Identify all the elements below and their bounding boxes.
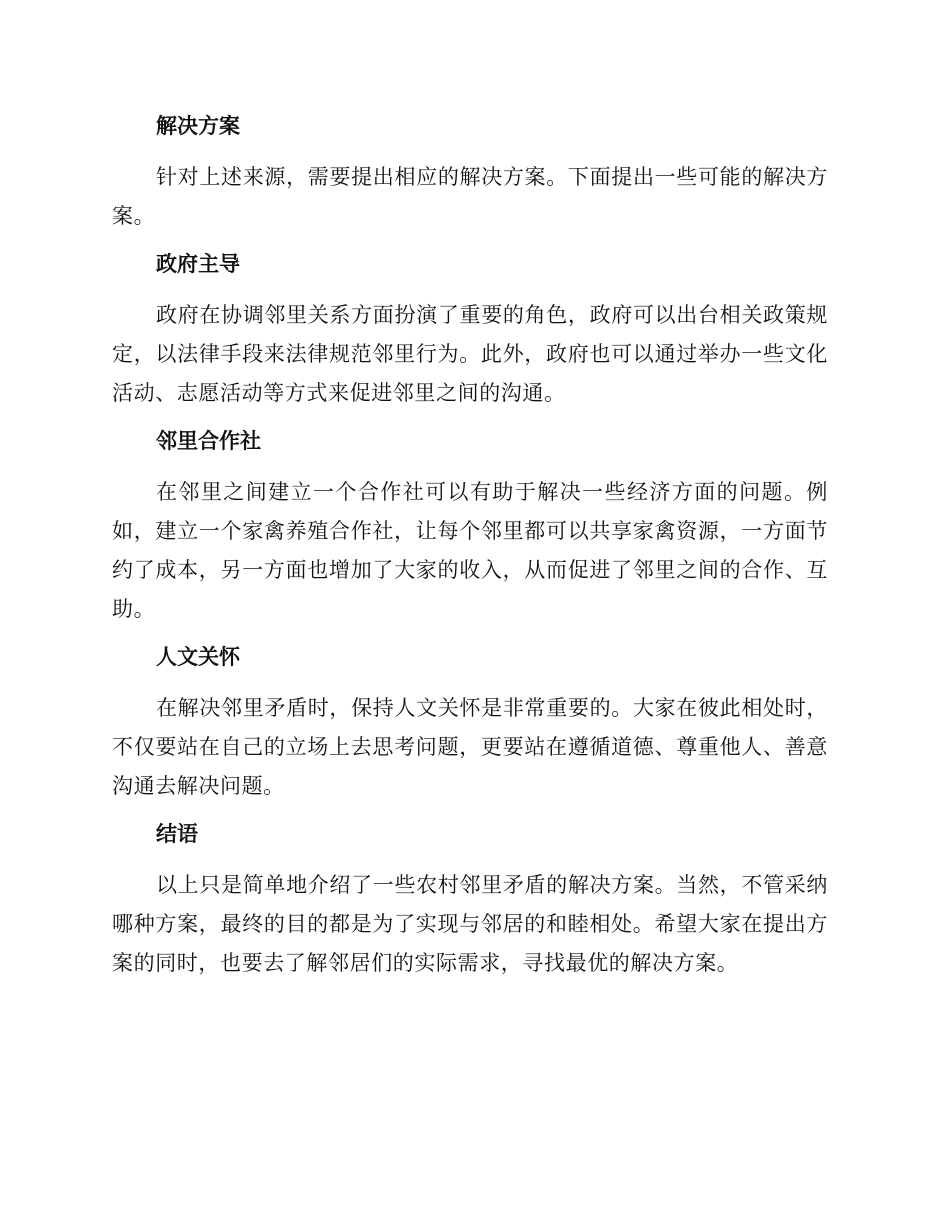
section-paragraph: 针对上述来源，需要提出相应的解决方案。下面提出一些可能的解决方案。: [112, 165, 828, 228]
section-conclusion: [112, 814, 828, 983]
section-heading: 邻里合作社: [156, 429, 261, 453]
section-heading: 解决方案: [156, 114, 240, 138]
section-humanistic-care: [112, 637, 828, 806]
section-paragraph: 在解决邻里矛盾时，保持人文关怀是非常重要的。大家在彼此相处时，不仅要站在自己的立场上去思考问题，更要站在遵循道德、尊重他人、善意沟通去解决问题。: [112, 696, 828, 798]
section-paragraph: 在邻里之间建立一个合作社可以有助于解决一些经济方面的问题。例如，建立一个家禽养殖合作社，让每个邻里都可以共享家禽资源，一方面节约了成本，另一方面也增加了大家的收入，从而促进了邻里之间的合作、互助。: [112, 480, 828, 621]
document-page: [112, 106, 828, 991]
section-paragraph: 政府在协调邻里关系方面扮演了重要的角色，政府可以出台相关政策规定，以法律手段来法律规范邻里行为。此外，政府也可以通过举办一些文化活动、志愿活动等方式来促进邻里之间的沟通。: [112, 303, 828, 405]
section-heading: 结语: [156, 822, 198, 846]
section-heading: 政府主导: [156, 252, 240, 276]
section-neighborhood-cooperative: [112, 421, 828, 629]
section-government-led: [112, 244, 828, 413]
section-paragraph: 以上只是简单地介绍了一些农村邻里矛盾的解决方案。当然，不管采纳哪种方案，最终的目的都是为了实现与邻居的和睦相处。希望大家在提出方案的同时，也要去了解邻居们的实际需求，寻找最优的解决方案。: [112, 873, 828, 975]
section-solutions: [112, 106, 828, 236]
section-heading: 人文关怀: [156, 645, 240, 669]
